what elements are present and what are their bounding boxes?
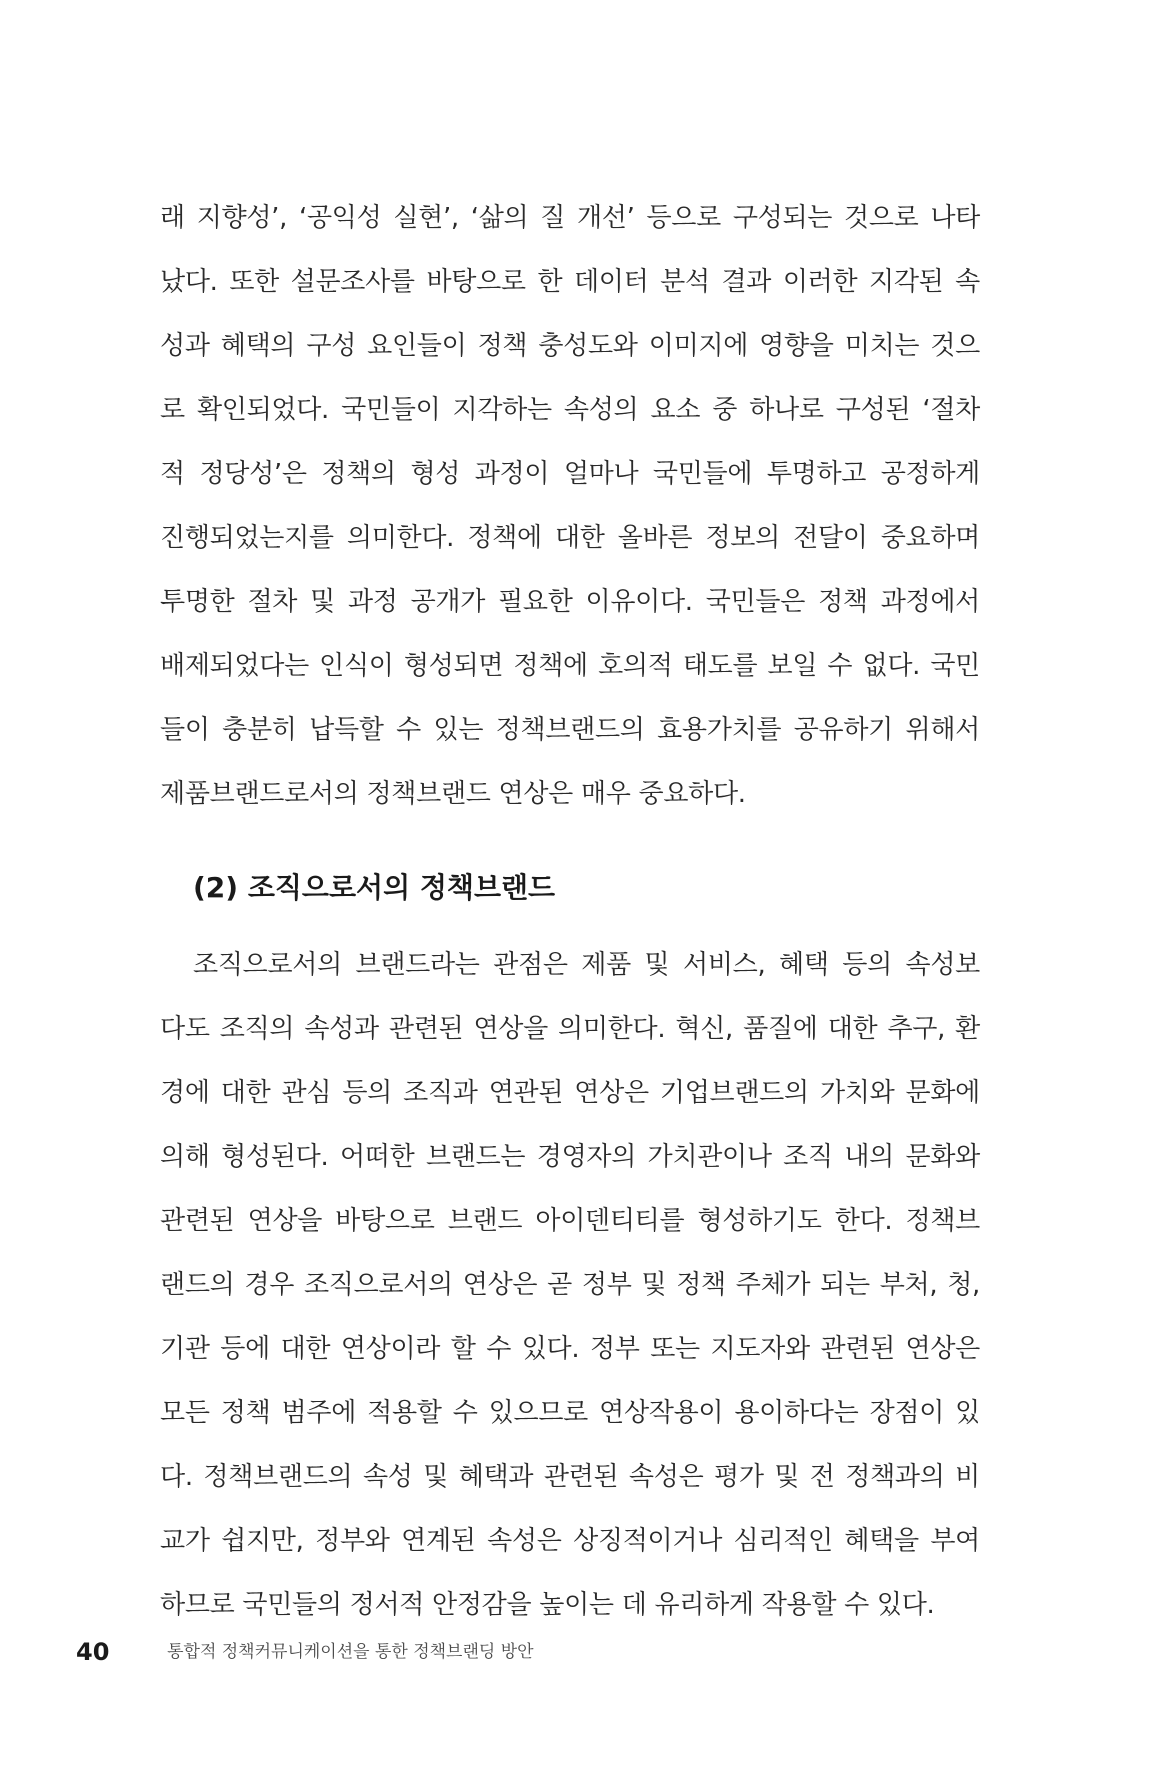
text-line: 다도 조직의 속성과 관련된 연상을 의미한다. 혁신, 품질에 대한 추구, 환 xyxy=(160,1014,980,1044)
body-paragraph-1 xyxy=(160,186,980,826)
text-line: 모든 정책 범주에 적용할 수 있으므로 연상작용이 용이하다는 장점이 있 xyxy=(160,1398,980,1428)
text-line: 배제되었다는 인식이 형성되면 정책에 호의적 태도를 보일 수 없다. 국민 xyxy=(160,651,980,681)
text-line: 래 지향성’, ‘공익성 실현’, ‘삶의 질 개선’ 등으로 구성되는 것으로 나타 xyxy=(160,203,980,233)
text-line: 다. 정책브랜드의 속성 및 혜택과 관련된 속성은 평가 및 전 정책과의 비 xyxy=(160,1462,980,1492)
text-line: 로 확인되었다. 국민들이 지각하는 속성의 요소 중 하나로 구성된 ‘절차 xyxy=(160,395,980,425)
text-line: 진행되었는지를 의미한다. 정책에 대한 올바른 정보의 전달이 중요하며 xyxy=(160,523,980,553)
text-line: 기관 등에 대한 연상이라 할 수 있다. 정부 또는 지도자와 관련된 연상은 xyxy=(160,1334,980,1364)
text-line: 났다. 또한 설문조사를 바탕으로 한 데이터 분석 결과 이러한 지각된 속 xyxy=(160,267,980,297)
body-paragraph-2 xyxy=(160,933,980,1637)
text-line: 투명한 절차 및 과정 공개가 필요한 이유이다. 국민들은 정책 과정에서 xyxy=(160,587,980,617)
running-title: 통합적 정책커뮤니케이션을 통한 정책브랜딩 방안 xyxy=(167,1641,534,1662)
text-line: 관련된 연상을 바탕으로 브랜드 아이덴티티를 형성하기도 한다. 정책브 xyxy=(160,1206,980,1236)
text-line: 랜드의 경우 조직으로서의 연상은 곧 정부 및 정책 주체가 되는 부처, 청, xyxy=(160,1270,980,1300)
text-line: 하므로 국민들의 정서적 안정감을 높이는 데 유리하게 작용할 수 있다. xyxy=(160,1590,935,1620)
page-number: 40 xyxy=(76,1637,110,1666)
text-line: 의해 형성된다. 어떠한 브랜드는 경영자의 가치관이나 조직 내의 문화와 xyxy=(160,1142,980,1172)
text-line: 적 정당성’은 정책의 형성 과정이 얼마나 국민들에 투명하고 공정하게 xyxy=(160,459,980,489)
text-line: 교가 쉽지만, 정부와 연계된 속성은 상징적이거나 심리적인 혜택을 부여 xyxy=(160,1526,980,1556)
text-line: 조직으로서의 브랜드라는 관점은 제품 및 서비스, 혜택 등의 속성보 xyxy=(193,950,980,980)
text-line: 들이 충분히 납득할 수 있는 정책브랜드의 효용가치를 공유하기 위해서 xyxy=(160,715,980,745)
text-line: 경에 대한 관심 등의 조직과 연관된 연상은 기업브랜드의 가치와 문화에 xyxy=(160,1078,980,1108)
text-line: 제품브랜드로서의 정책브랜드 연상은 매우 중요하다. xyxy=(160,779,746,809)
page-footer xyxy=(76,1633,534,1669)
section-heading: (2) 조직으로서의 정책브랜드 xyxy=(193,871,556,904)
text-line: 성과 혜택의 구성 요인들이 정책 충성도와 이미지에 영향을 미치는 것으 xyxy=(160,331,980,361)
